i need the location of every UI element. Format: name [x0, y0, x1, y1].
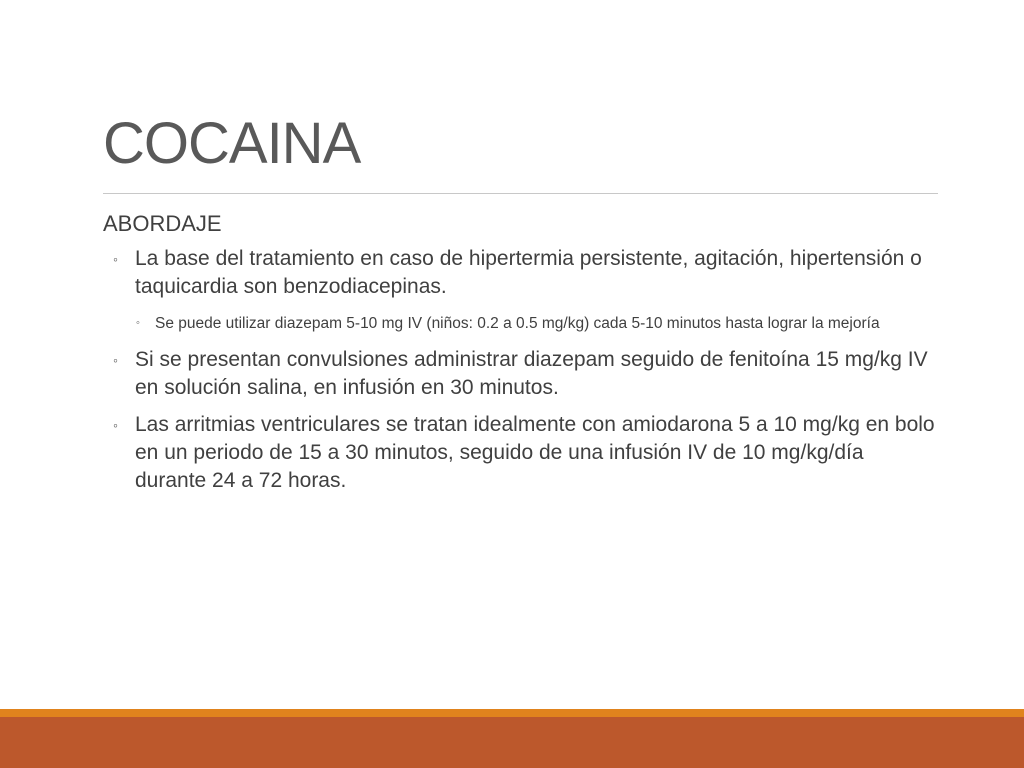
- title-divider: [103, 193, 938, 194]
- bullet-item: [103, 245, 938, 334]
- bullet-list: [103, 245, 938, 495]
- bullet-item: [103, 346, 938, 402]
- sub-bullet-item: [135, 313, 938, 334]
- bullet-text: Si se presentan convulsiones administrar diazepam seguido de fenitoína 15 mg/kg IV en solución salina, en infusión en 30 minutos.: [135, 347, 928, 399]
- bullet-text: La base del tratamiento en caso de hipertermia persistente, agitación, hipertensión o taquicardia son benzodiacepinas.: [135, 246, 922, 298]
- slide-title: COCAINA: [103, 111, 361, 176]
- bullet-text: Las arritmias ventriculares se tratan idealmente con amiodarona 5 a 10 mg/kg en bolo en un periodo de 15 a 30 minutos, seguido de una infusión IV de 10 mg/kg/día durante 24 a 72 horas.: [135, 412, 935, 492]
- bullet-marker-icon: ◦: [113, 416, 118, 433]
- sub-bullet-marker-icon: ◦: [136, 316, 140, 329]
- footer-accent-stripe: [0, 709, 1024, 717]
- bullet-marker-icon: ◦: [113, 351, 118, 368]
- footer-band: [0, 717, 1024, 768]
- sub-bullet-list: [135, 313, 938, 334]
- bullet-item: [103, 411, 938, 495]
- section-heading: ABORDAJE: [103, 211, 222, 236]
- sub-bullet-text: Se puede utilizar diazepam 5-10 mg IV (niños: 0.2 a 0.5 mg/kg) cada 5-10 minutos hasta lograr la mejoría: [155, 314, 880, 332]
- slide-body: [103, 210, 938, 504]
- bullet-marker-icon: ◦: [113, 250, 118, 267]
